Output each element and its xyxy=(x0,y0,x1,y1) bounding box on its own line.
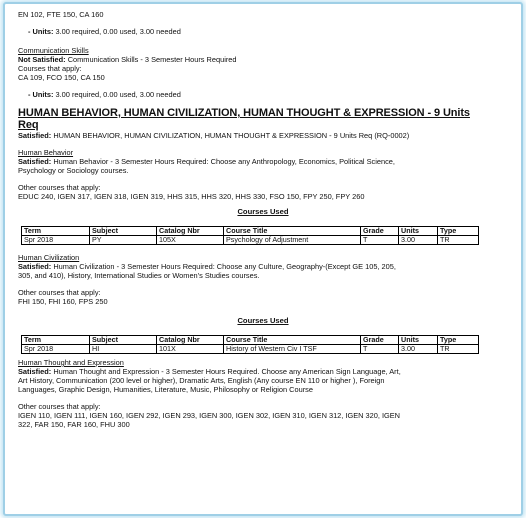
courses-used-title: Courses Used xyxy=(237,207,289,216)
cell-grade: T xyxy=(361,345,399,354)
document-frame xyxy=(3,2,523,516)
cell-catalog: 105X xyxy=(157,236,224,245)
comm-skills-status xyxy=(18,55,508,64)
units-label: - Units: xyxy=(28,27,54,36)
comm-skills-title: Communication Skills xyxy=(18,46,89,55)
cell-units: 3.00 xyxy=(399,236,438,245)
section-title-line1: HUMAN BEHAVIOR, HUMAN CIVILIZATION, HUMAN THOUGHT & EXPRESSION - 9 Units xyxy=(18,107,470,119)
comm-skills-courses: CA 109, FCO 150, CA 150 xyxy=(18,73,105,82)
units-label: - Units: xyxy=(28,90,54,99)
status-desc: HUMAN BEHAVIOR, HUMAN CIVILIZATION, HUMAN THOUGHT & EXPRESSION - 9 Units Req (RQ-0002) xyxy=(53,131,410,140)
status-label: Satisfied: xyxy=(18,262,52,271)
status-label: Satisfied: xyxy=(18,157,52,166)
status-label: Satisfied: xyxy=(18,131,52,140)
col-subject: Subject xyxy=(90,336,157,345)
cell-title: Psychology of Adjustment xyxy=(224,236,361,245)
human-behavior-status xyxy=(18,157,508,166)
col-grade: Grade xyxy=(361,227,399,236)
units-text: 3.00 required, 0.00 used, 3.00 needed xyxy=(55,27,181,36)
other-courses-list: IGEN 110, IGEN 111, IGEN 160, IGEN 292, IGEN 293, IGEN 300, IGEN 302, IGEN 310, IGEN 312, IGEN 320, IGEN xyxy=(18,411,401,420)
col-units: Units xyxy=(399,227,438,236)
cell-term: Spr 2018 xyxy=(22,236,90,245)
col-title: Course Title xyxy=(224,336,361,345)
other-courses-list: FHI 150, FHI 160, FPS 250 xyxy=(18,297,108,306)
cell-type: TR xyxy=(438,236,479,245)
cell-grade: T xyxy=(361,236,399,245)
human-civilization-status xyxy=(18,262,508,271)
status-desc: Communication Skills - 3 Semester Hours Required xyxy=(67,55,237,64)
other-courses-list-cont: 322, FAR 150, FAR 160, FHU 300 xyxy=(18,420,130,429)
units-summary xyxy=(28,90,508,99)
status-desc: Human Civilization - 3 Semester Hours Required: Choose any Culture, Geography-(Except GE 105, 205, xyxy=(53,262,396,271)
section-status xyxy=(18,131,508,140)
courses-used-table xyxy=(21,335,479,354)
table-row xyxy=(22,345,479,354)
status-label: Not Satisfied: xyxy=(18,55,66,64)
units-summary xyxy=(28,27,508,36)
col-type: Type xyxy=(438,336,479,345)
units-text: 3.00 required, 0.00 used, 3.00 needed xyxy=(55,90,181,99)
status-desc-cont: Art History, Communication (200 level or higher), Dramatic Arts, English (Any course EN 110 or higher ), Foreign xyxy=(18,376,385,385)
other-courses-label: Other courses that apply: xyxy=(18,288,101,297)
section-title xyxy=(18,107,508,131)
cell-catalog: 101X xyxy=(157,345,224,354)
col-term: Term xyxy=(22,336,90,345)
status-desc-cont: 305, and 410), History, International Studies or Women's Studies courses. xyxy=(18,271,260,280)
cell-title: History of Western Civ I TSF xyxy=(224,345,361,354)
course-list-line: EN 102, FTE 150, CA 160 xyxy=(18,10,104,19)
col-units: Units xyxy=(399,336,438,345)
cell-type: TR xyxy=(438,345,479,354)
section-title-line2: Req xyxy=(18,119,39,131)
col-catalog: Catalog Nbr xyxy=(157,227,224,236)
table-row xyxy=(22,236,479,245)
other-courses-label: Other courses that apply: xyxy=(18,183,101,192)
col-type: Type xyxy=(438,227,479,236)
human-thought-status xyxy=(18,367,508,376)
col-grade: Grade xyxy=(361,336,399,345)
human-behavior-title: Human Behavior xyxy=(18,148,74,157)
courses-used-title: Courses Used xyxy=(237,316,289,325)
status-desc: Human Thought and Expression - 3 Semester Hours Required. Choose any American Sign Language, Art, xyxy=(53,367,401,376)
degree-audit-document xyxy=(18,10,508,429)
human-civilization-title: Human Civilization xyxy=(18,253,80,262)
courses-used-table xyxy=(21,226,479,245)
col-term: Term xyxy=(22,227,90,236)
status-label: Satisfied: xyxy=(18,367,52,376)
cell-units: 3.00 xyxy=(399,345,438,354)
human-thought-title: Human Thought and Expression xyxy=(18,358,124,367)
other-courses-label: Other courses that apply: xyxy=(18,402,101,411)
cell-subject: HI xyxy=(90,345,157,354)
col-title: Course Title xyxy=(224,227,361,236)
status-desc-cont: Languages, Graphic Design, Humanities, Literature, Music, Philosophy or Religion Course xyxy=(18,385,313,394)
col-subject: Subject xyxy=(90,227,157,236)
col-catalog: Catalog Nbr xyxy=(157,336,224,345)
other-courses-list: EDUC 240, IGEN 317, IGEN 318, IGEN 319, HHS 315, HHS 320, HHS 330, FSO 150, FPY 250, FPY 260 xyxy=(18,192,365,201)
cell-subject: PY xyxy=(90,236,157,245)
cell-term: Spr 2018 xyxy=(22,345,90,354)
status-desc: Human Behavior - 3 Semester Hours Required: Choose any Anthropology, Economics, Political Science, xyxy=(53,157,395,166)
courses-apply-label: Courses that apply: xyxy=(18,64,82,73)
status-desc-cont: Psychology or Sociology courses. xyxy=(18,166,129,175)
